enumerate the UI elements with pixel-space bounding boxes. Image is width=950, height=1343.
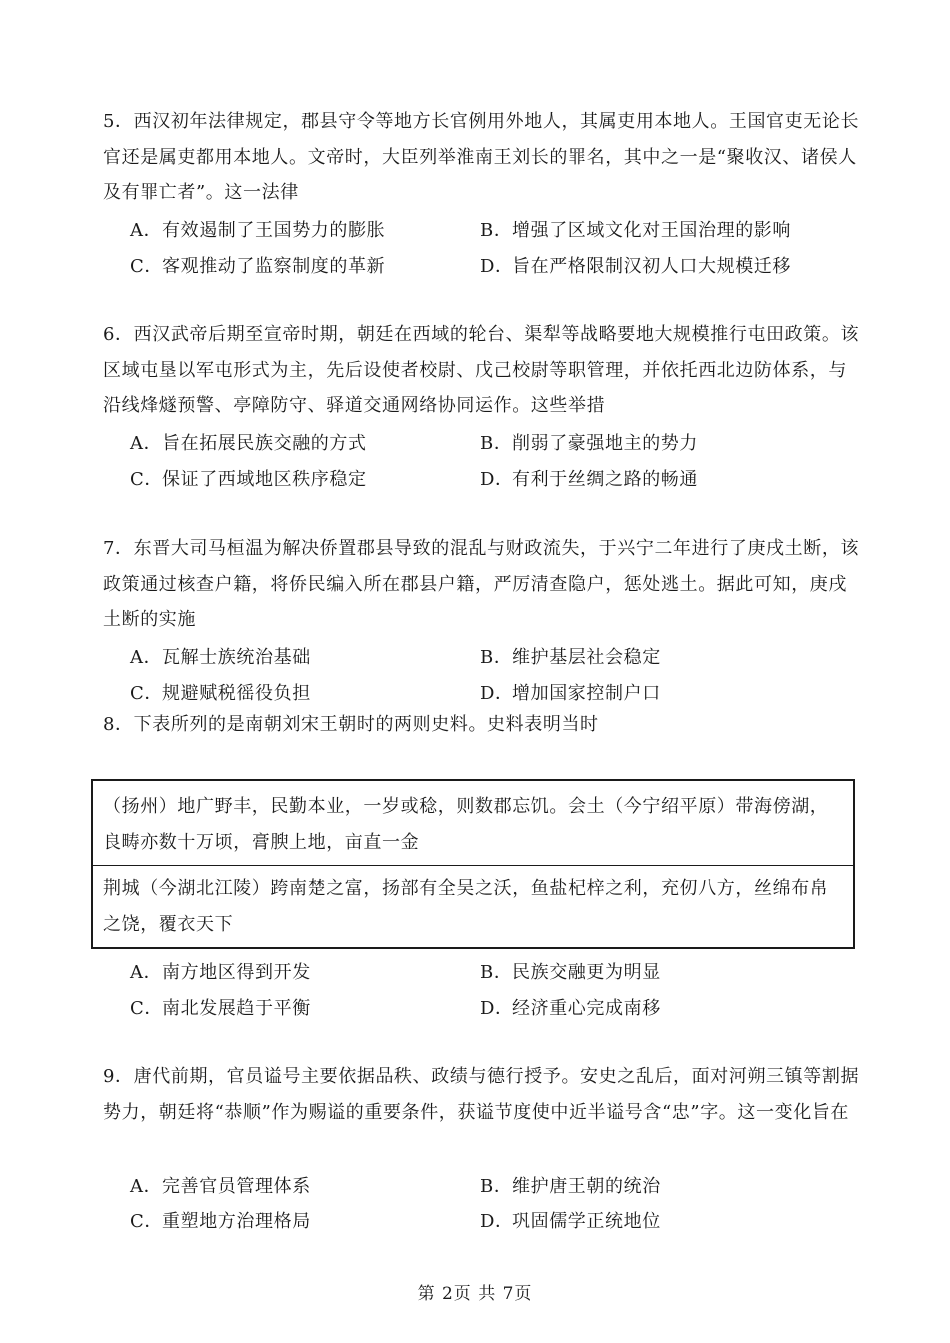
question-8-option-a: A．南方地区得到开发 <box>130 962 311 983</box>
question-6-option-a: A．旨在拓展民族交融的方式 <box>130 433 367 454</box>
question-5-stem: 5．西汉初年法律规定，郡县守令等地方长官例用外地人，其属吏用本地人。王国官吏无论长官还是属吏都用本地人。文帝时，大臣列举淮南王刘长的罪名，其中之一是“聚收汉、诸侯人及有罪亡者”。这一法律 <box>103 111 860 203</box>
question-8-option-b: B．民族交融更为明显 <box>480 962 661 983</box>
question-5-option-c: C．客观推动了监察制度的革新 <box>130 256 386 277</box>
question-9-stem: 9．唐代前期，官员谥号主要依据品秩、政绩与德行授予。安史之乱后，面对河朔三镇等割据势力，朝廷将“恭顺”作为赐谥的重要条件，获谥节度使中近半谥号含“忠”字。这一变化旨在 <box>103 1066 860 1123</box>
question-7-stem: 7．东晋大司马桓温为解决侨置郡县导致的混乱与财政流失，于兴宁二年进行了庚戌土断，该政策通过核查户籍，将侨民编入所在郡县户籍，严厉清查隐户，惩处逃土。据此可知，庚戌土断的实施 <box>103 538 860 630</box>
question-8-stem: 8．下表所列的是南朝刘宋王朝时的两则史料。史料表明当时 <box>103 714 599 735</box>
question-9-option-d: D．巩固儒学正统地位 <box>480 1211 661 1232</box>
source-table-divider <box>93 865 853 866</box>
source-table-row-1: （扬州）地广野丰，民勤本业，一岁或稔，则数郡忘饥。会土（今宁绍平原）带海傍湖，良畴亦数十万顷，膏腴上地，亩直一金 <box>103 796 829 853</box>
question-9-option-a: A．完善官员管理体系 <box>130 1176 311 1197</box>
question-6-option-b: B．削弱了豪强地主的势力 <box>480 433 698 454</box>
question-6-option-c: C．保证了西域地区秩序稳定 <box>130 469 367 490</box>
question-7-option-a: A．瓦解士族统治基础 <box>130 647 311 668</box>
page-footer: 第 2页 共 7页 <box>417 1284 533 1304</box>
question-5-option-d: D．旨在严格限制汉初人口大规模迁移 <box>480 256 791 277</box>
question-8-option-d: D．经济重心完成南移 <box>480 998 661 1019</box>
question-5-option-a: A．有效遏制了王国势力的膨胀 <box>130 220 386 241</box>
question-9-option-c: C．重塑地方治理格局 <box>130 1211 311 1232</box>
question-6-option-d: D．有利于丝绸之路的畅通 <box>480 469 698 490</box>
question-7-option-b: B．维护基层社会稳定 <box>480 647 661 668</box>
question-5-option-b: B．增强了区域文化对王国治理的影响 <box>480 220 791 241</box>
question-8-option-c: C．南北发展趋于平衡 <box>130 998 311 1019</box>
source-table <box>91 779 855 949</box>
question-9-option-b: B．维护唐王朝的统治 <box>480 1176 661 1197</box>
source-table-row-2: 荆城（今湖北江陵）跨南楚之富，扬部有全吴之沃，鱼盐杞梓之利，充仞八方，丝绵布帛之饶，覆衣天下 <box>103 878 829 935</box>
question-6-stem: 6．西汉武帝后期至宣帝时期，朝廷在西域的轮台、渠犁等战略要地大规模推行屯田政策。该区域屯垦以军屯形式为主，先后设使者校尉、戊己校尉等职管理，并依托西北边防体系，与沿线烽燧预警、亭障防守、驿道交通网络协同运作。这些举措 <box>103 324 860 416</box>
question-7-option-c: C．规避赋税徭役负担 <box>130 683 311 704</box>
question-7-option-d: D．增加国家控制户口 <box>480 683 661 704</box>
